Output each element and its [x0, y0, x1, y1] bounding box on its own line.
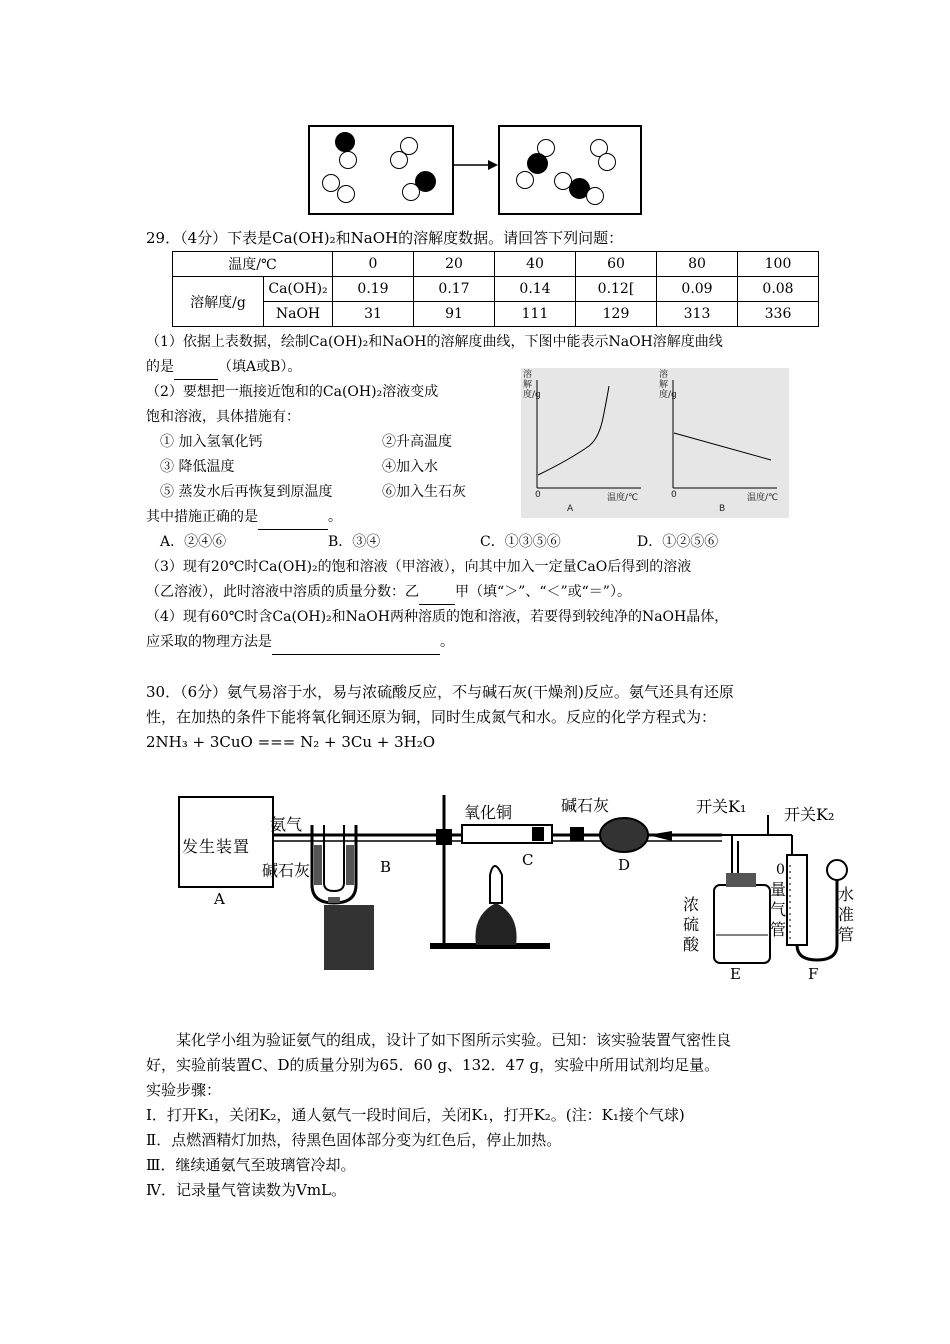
naoh-cell: 129: [576, 302, 657, 327]
answer-blank[interactable]: [174, 355, 218, 380]
solubility-header: 溶解度/g: [173, 277, 264, 327]
option-d: D．①②⑤⑥: [637, 534, 719, 550]
light-atom: [516, 171, 534, 189]
graph-b-zero: 0: [671, 490, 677, 500]
soda-lime-d-label: 碱石灰: [561, 796, 610, 815]
graph-b-label: B: [719, 504, 726, 514]
soda-lime-b-label: 碱石灰: [262, 861, 311, 880]
temp-cell: 20: [414, 252, 495, 277]
text: 甲（填“＞”、“＜”或“＝”）。: [455, 584, 631, 600]
light-atom: [390, 151, 408, 169]
temp-cell: 40: [495, 252, 576, 277]
switch-k1-label: 开关K₁: [696, 797, 747, 816]
q29-p2a: （2）要想把一瓶接近饱和的Ca(OH)₂溶液变成: [146, 384, 439, 400]
step-1: I．打开K₁，关闭K₂，通人氨气一段时间后，关闭K₁，打开K₂。(注：K₁接个气球): [146, 1106, 685, 1124]
graph-a-zero: 0: [535, 490, 541, 500]
temp-cell: 60: [576, 252, 657, 277]
q29-p2b: 饱和溶液，具体措施有：: [146, 409, 300, 425]
method-5: ⑤ 蒸发水后再恢复到原温度: [160, 484, 333, 500]
naoh-cell: 91: [414, 302, 495, 327]
label-c: C: [522, 851, 534, 869]
light-atom: [402, 183, 420, 201]
caoh-cell: 0.14: [495, 277, 576, 302]
text: （填A或B）。: [218, 359, 302, 375]
label-a: A: [214, 890, 225, 908]
temp-cell: 100: [738, 252, 819, 277]
label-f: F: [808, 965, 819, 983]
caoh-cell: 0.08: [738, 277, 819, 302]
answer-blank[interactable]: [419, 580, 455, 605]
q29-p3b: [146, 580, 631, 605]
copper-oxide-label: 氧化铜: [464, 803, 513, 822]
acid-label: 浓硫酸: [683, 895, 700, 954]
label-b: B: [380, 858, 392, 876]
q29-p1a: （1）依据上表数据，绘制Ca(OH)₂和NaOH的溶解度曲线，下图中能表示NaOH溶解度曲线: [146, 334, 723, 350]
q29-p4b: [146, 630, 454, 655]
step-3: Ⅲ．继续通氨气至玻璃管冷却。: [146, 1156, 356, 1174]
dark-atom: [335, 132, 355, 152]
option-b: B．③④: [328, 534, 381, 550]
graph-a-ylabel: 溶解度/g: [523, 370, 541, 400]
text: 。: [440, 634, 454, 650]
q29-p1b: [146, 355, 301, 380]
method-3: ③ 降低温度: [160, 459, 235, 475]
method-6: ⑥加入生石灰: [382, 484, 466, 500]
q29-p3a: （3）现有20℃时Ca(OH)₂的饱和溶液（甲溶液），向其中加入一定量CaO后得到的溶液: [146, 559, 692, 575]
label-d: D: [618, 856, 631, 874]
step-4: Ⅳ．记录量气管读数为VmL。: [146, 1181, 347, 1199]
text: （乙溶液），此时溶液中溶质的质量分数：乙: [146, 584, 419, 600]
method-4: ④加入水: [382, 459, 438, 475]
caoh-label: Ca(OH)₂: [264, 277, 333, 302]
graph-b-ylabel: 溶解度/g: [659, 370, 677, 400]
temp-cell: 0: [333, 252, 414, 277]
q30-p2: 性，在加热的条件下能将氧化铜还原为铜，同时生成氮气和水。反应的化学方程式为：: [146, 708, 717, 726]
burette-zero-label: 0: [776, 862, 785, 878]
q30-equation: 2NH₃ + 3CuO === N₂ + 3Cu + 3H₂O: [146, 733, 436, 751]
step-2: Ⅱ．点燃酒精灯加热，待黑色固体部分变为红色后，停止加热。: [146, 1131, 562, 1149]
label-e: E: [730, 965, 741, 983]
graph-b-xlabel: 温度/℃: [747, 493, 779, 503]
text: 的是: [146, 359, 174, 375]
light-atom: [339, 151, 357, 169]
option-c: C．①③⑤⑥: [480, 534, 561, 550]
light-atom: [598, 153, 616, 171]
naoh-cell: 336: [738, 302, 819, 327]
temp-header: 温度/℃: [173, 252, 333, 277]
naoh-cell: 31: [333, 302, 414, 327]
caoh-cell: 0.12[: [576, 277, 657, 302]
water-tube-label: 水准管: [838, 885, 855, 944]
arrow-icon: [452, 158, 500, 172]
method-2: ②升高温度: [382, 434, 452, 450]
temp-cell: 80: [657, 252, 738, 277]
naoh-label: NaOH: [264, 302, 333, 327]
generator-label: 发生装置: [182, 837, 251, 856]
switch-k2-label: 开关K₂: [784, 805, 835, 824]
solubility-graphs: [521, 368, 789, 518]
caoh-cell: 0.09: [657, 277, 738, 302]
light-atom: [586, 187, 604, 205]
caoh-cell: 0.17: [414, 277, 495, 302]
naoh-cell: 111: [495, 302, 576, 327]
text: 其中措施正确的是: [146, 509, 258, 525]
text: 应采取的物理方法是: [146, 634, 272, 650]
light-atom: [337, 185, 355, 203]
ammonia-label: 氨气: [270, 815, 303, 834]
products-box: [498, 125, 642, 215]
graph-a-label: A: [567, 504, 574, 514]
steps-title: 实验步骤：: [146, 1081, 222, 1099]
answer-blank[interactable]: [258, 505, 328, 530]
graph-a-xlabel: 温度/℃: [607, 493, 639, 503]
q30-p4: 好，实验前装置C、D的质量分别为65．60 g、132．47 g，实验中所用试剂均足量。: [146, 1056, 720, 1074]
text: 。: [328, 509, 342, 525]
solubility-table: [172, 251, 819, 327]
caoh-cell: 0.19: [333, 277, 414, 302]
q29-p2c: [146, 505, 342, 530]
dark-atom: [527, 153, 548, 174]
q30-p1: 30．（6分）氨气易溶于水，易与浓硫酸反应，不与碱石灰(干燥剂)反应。氨气还具有还原: [146, 683, 734, 701]
naoh-cell: 313: [657, 302, 738, 327]
q30-p3: 某化学小组为验证氨气的组成，设计了如下图所示实验。已知：该实验装置气密性良: [176, 1031, 732, 1049]
gas-tube-label: 量气管: [770, 880, 787, 939]
method-1: ① 加入氢氧化钙: [160, 434, 263, 450]
q29-title: 29．（4分）下表是Ca(OH)₂和NaOH的溶解度数据。请回答下列问题：: [146, 229, 624, 247]
answer-blank[interactable]: [272, 630, 440, 655]
option-a: A．②④⑥: [160, 534, 227, 550]
reactants-box: [308, 125, 454, 215]
q29-p4a: （4）现有60℃时含Ca(OH)₂和NaOH两种溶质的饱和溶液，若要得到较纯净的NaOH晶体，: [146, 609, 729, 625]
